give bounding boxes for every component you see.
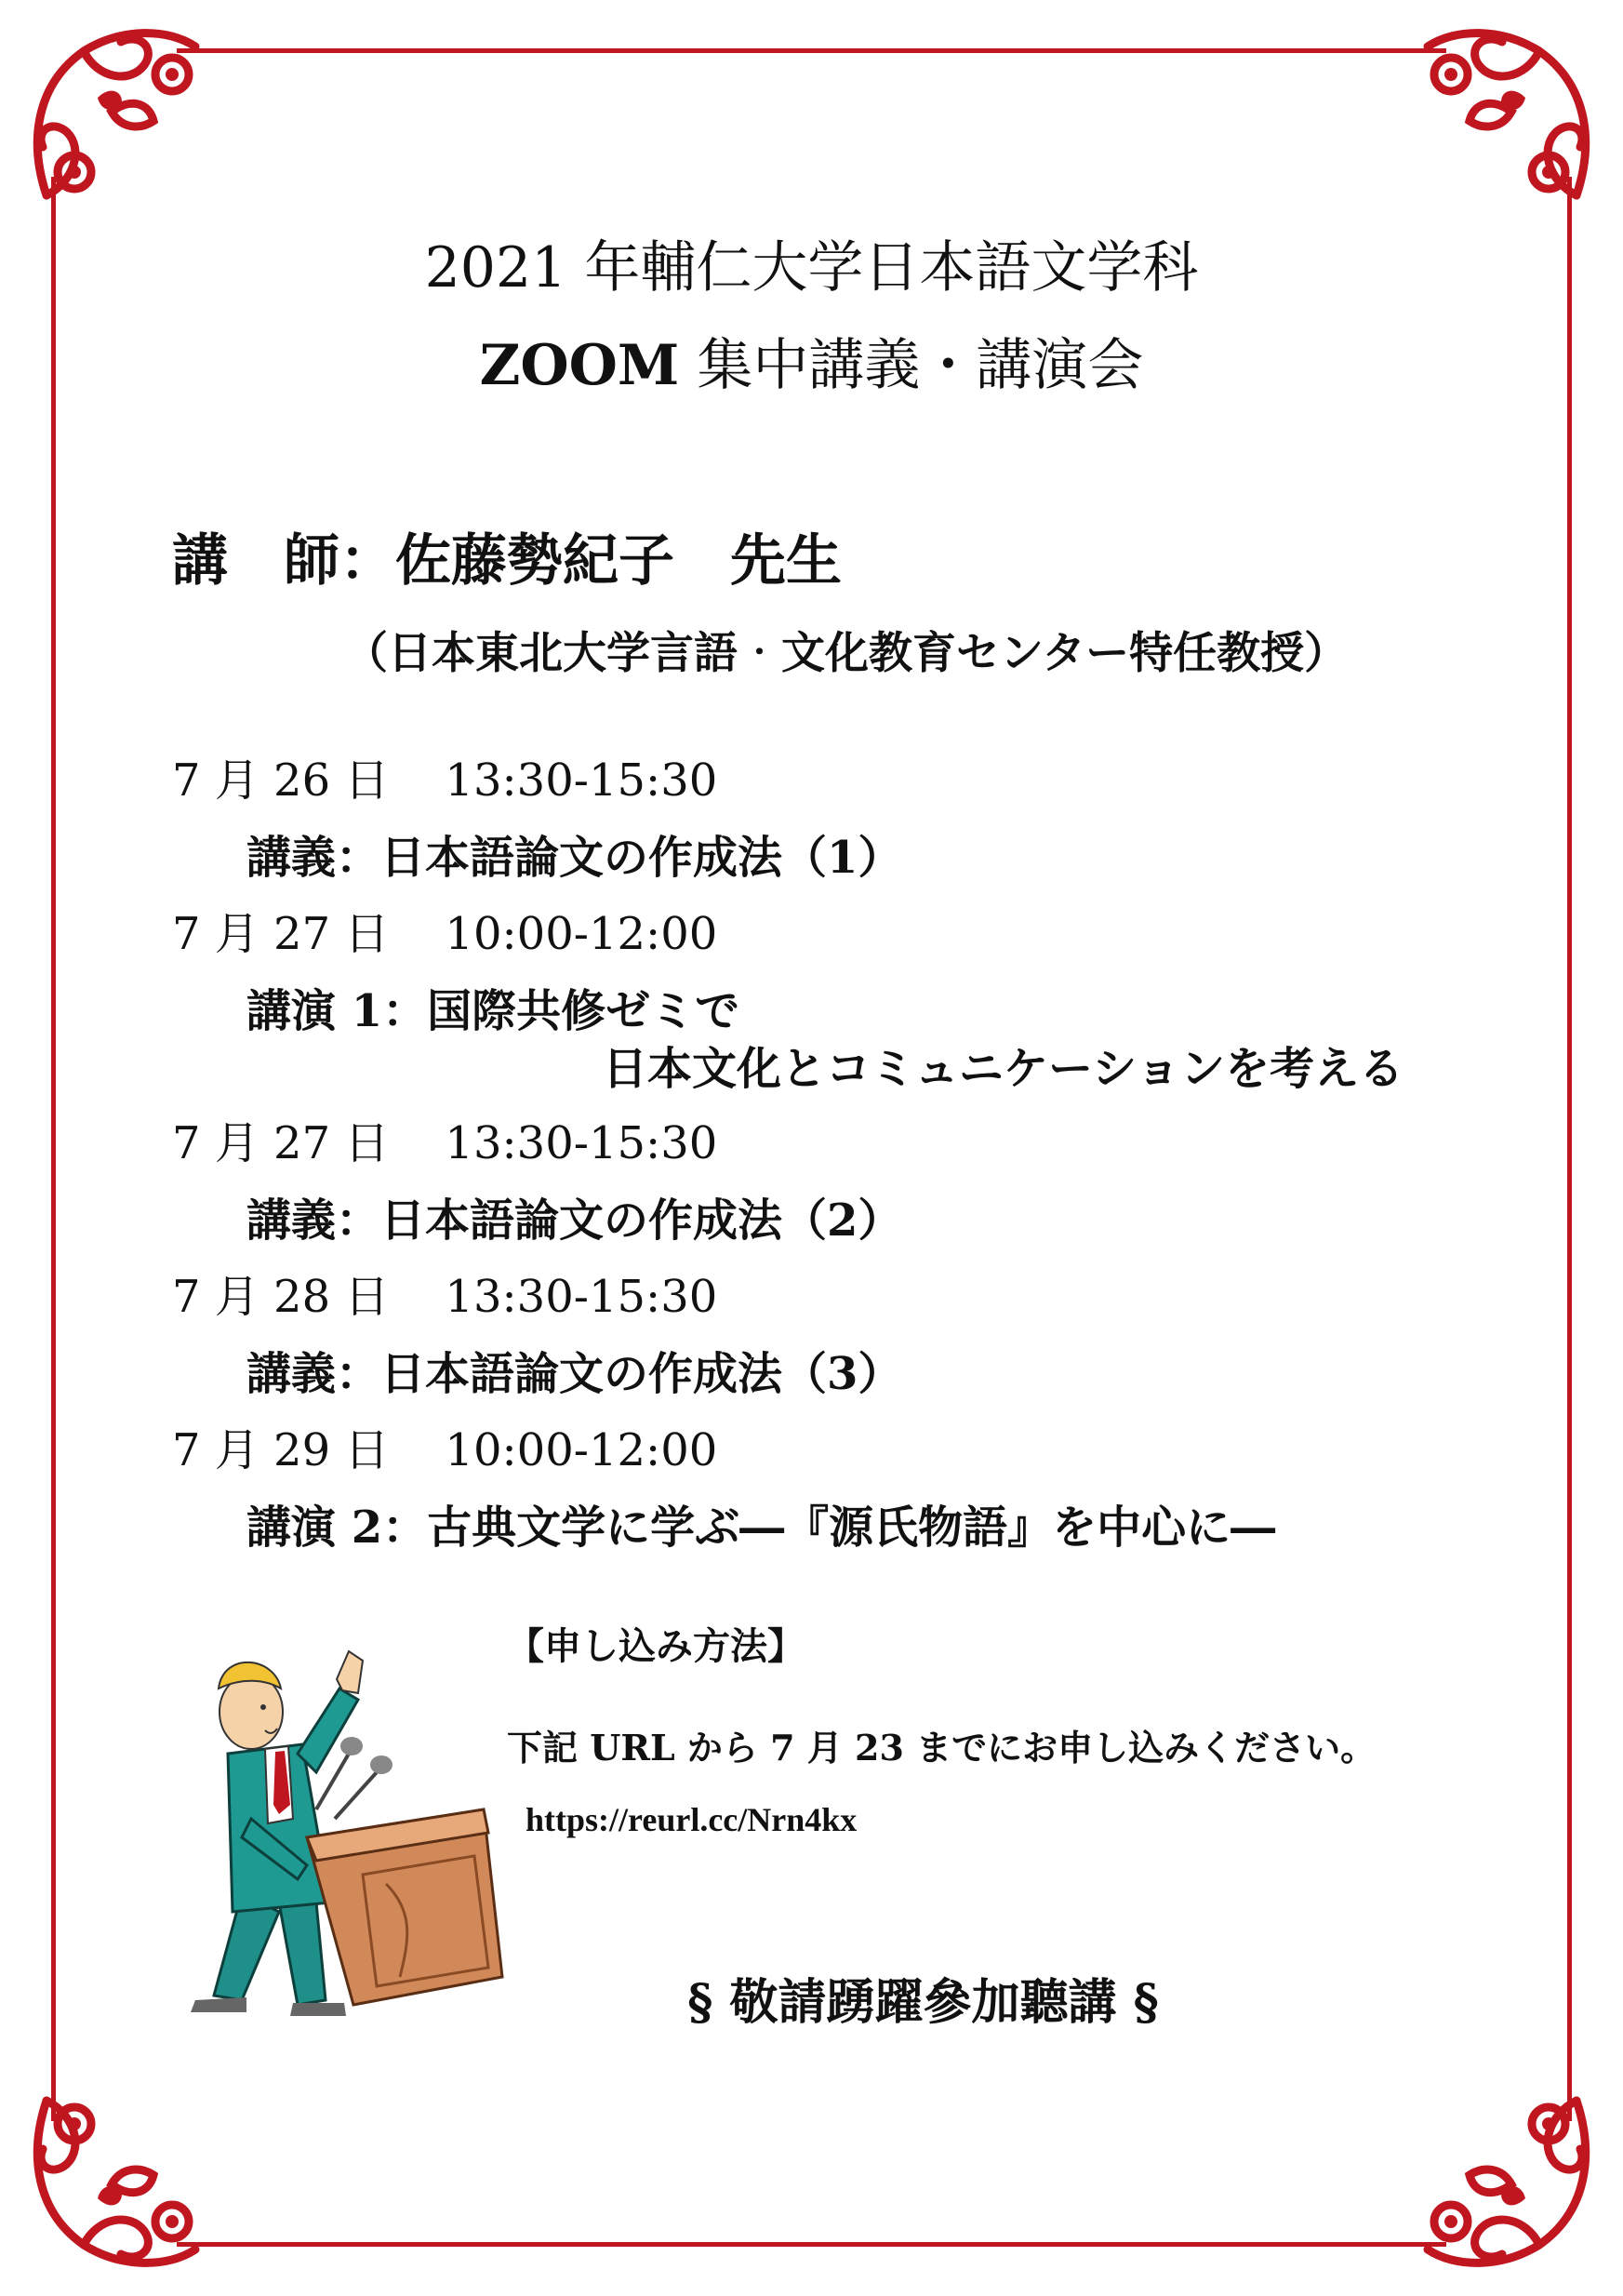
schedule-date-2	[172, 898, 717, 962]
schedule-item-1	[246, 821, 902, 886]
time-text: 10:00-12:00	[445, 908, 718, 960]
corner-ornament-icon	[9, 9, 223, 223]
item-title: 日本語論文の作成法（3）	[380, 1348, 903, 1400]
lecturer-label: 講 師：	[172, 528, 395, 594]
lecturer-line	[172, 516, 842, 596]
application-instruction: 下記 URL から 7 月 23 までにお申し込みください。	[507, 1727, 1377, 1769]
closing-invitation: § 敬請踴躍參加聽講 §	[687, 1974, 1159, 2031]
schedule-item-2	[246, 975, 739, 1039]
date-text: 7 月 27 日	[172, 1117, 390, 1169]
corner-ornament-icon	[9, 2073, 223, 2287]
time-text: 13:30-15:30	[445, 1271, 718, 1323]
application-title: 【申し込み方法】	[507, 1624, 805, 1668]
application-url-link[interactable]: https://reurl.cc/Nrn4kx	[525, 1801, 858, 1838]
schedule-item-5	[246, 1491, 1275, 1555]
time-text: 10:00-12:00	[445, 1424, 718, 1476]
time-text: 13:30-15:30	[445, 754, 718, 807]
frame-bottom-line	[177, 2242, 1446, 2247]
lecturer-affiliation: （日本東北大学言語‧文化教育センター特任教授）	[344, 628, 1349, 679]
item-label: 講義：	[246, 1195, 381, 1247]
schedule-date-4	[172, 1261, 717, 1325]
date-text: 7 月 26 日	[172, 754, 390, 807]
item-title: 日本語論文の作成法（1）	[380, 832, 903, 884]
item-title: 国際共修ゼミで	[427, 985, 740, 1037]
page-title: 2021 年輔仁大学日本語文学科	[424, 235, 1199, 300]
time-text: 13:30-15:30	[445, 1117, 718, 1169]
schedule-item-3	[246, 1184, 902, 1248]
schedule-date-3	[172, 1107, 717, 1171]
item-title: 古典文学に学ぶ―『源氏物語』を中心に―	[427, 1502, 1276, 1554]
schedule-date-5	[172, 1414, 717, 1478]
frame-right-line	[1567, 177, 1572, 2121]
item-label: 講義：	[246, 832, 381, 884]
zoom-label: ZOOM	[479, 333, 680, 398]
page-subtitle	[0, 321, 1623, 401]
frame-top-line	[177, 48, 1446, 53]
schedule-item-4	[246, 1338, 902, 1402]
date-text: 7 月 29 日	[172, 1424, 390, 1476]
frame-left-line	[51, 177, 56, 2121]
item-title: 日本語論文の作成法（2）	[380, 1195, 903, 1247]
item-label: 講演 1：	[246, 985, 428, 1037]
schedule-item-2-continued: 日本文化とコミュニケーションを考える	[603, 1043, 1404, 1095]
lecturer-name: 佐藤勢紀子 先生	[395, 528, 842, 594]
item-label: 講義：	[246, 1348, 381, 1400]
corner-ornament-icon	[1400, 2073, 1614, 2287]
date-text: 7 月 27 日	[172, 908, 390, 960]
corner-ornament-icon	[1400, 9, 1614, 223]
date-text: 7 月 28 日	[172, 1271, 390, 1323]
schedule-date-1	[172, 744, 717, 808]
item-label: 講演 2：	[246, 1502, 428, 1554]
subtitle-text: 集中講義・講演会	[697, 333, 1144, 398]
